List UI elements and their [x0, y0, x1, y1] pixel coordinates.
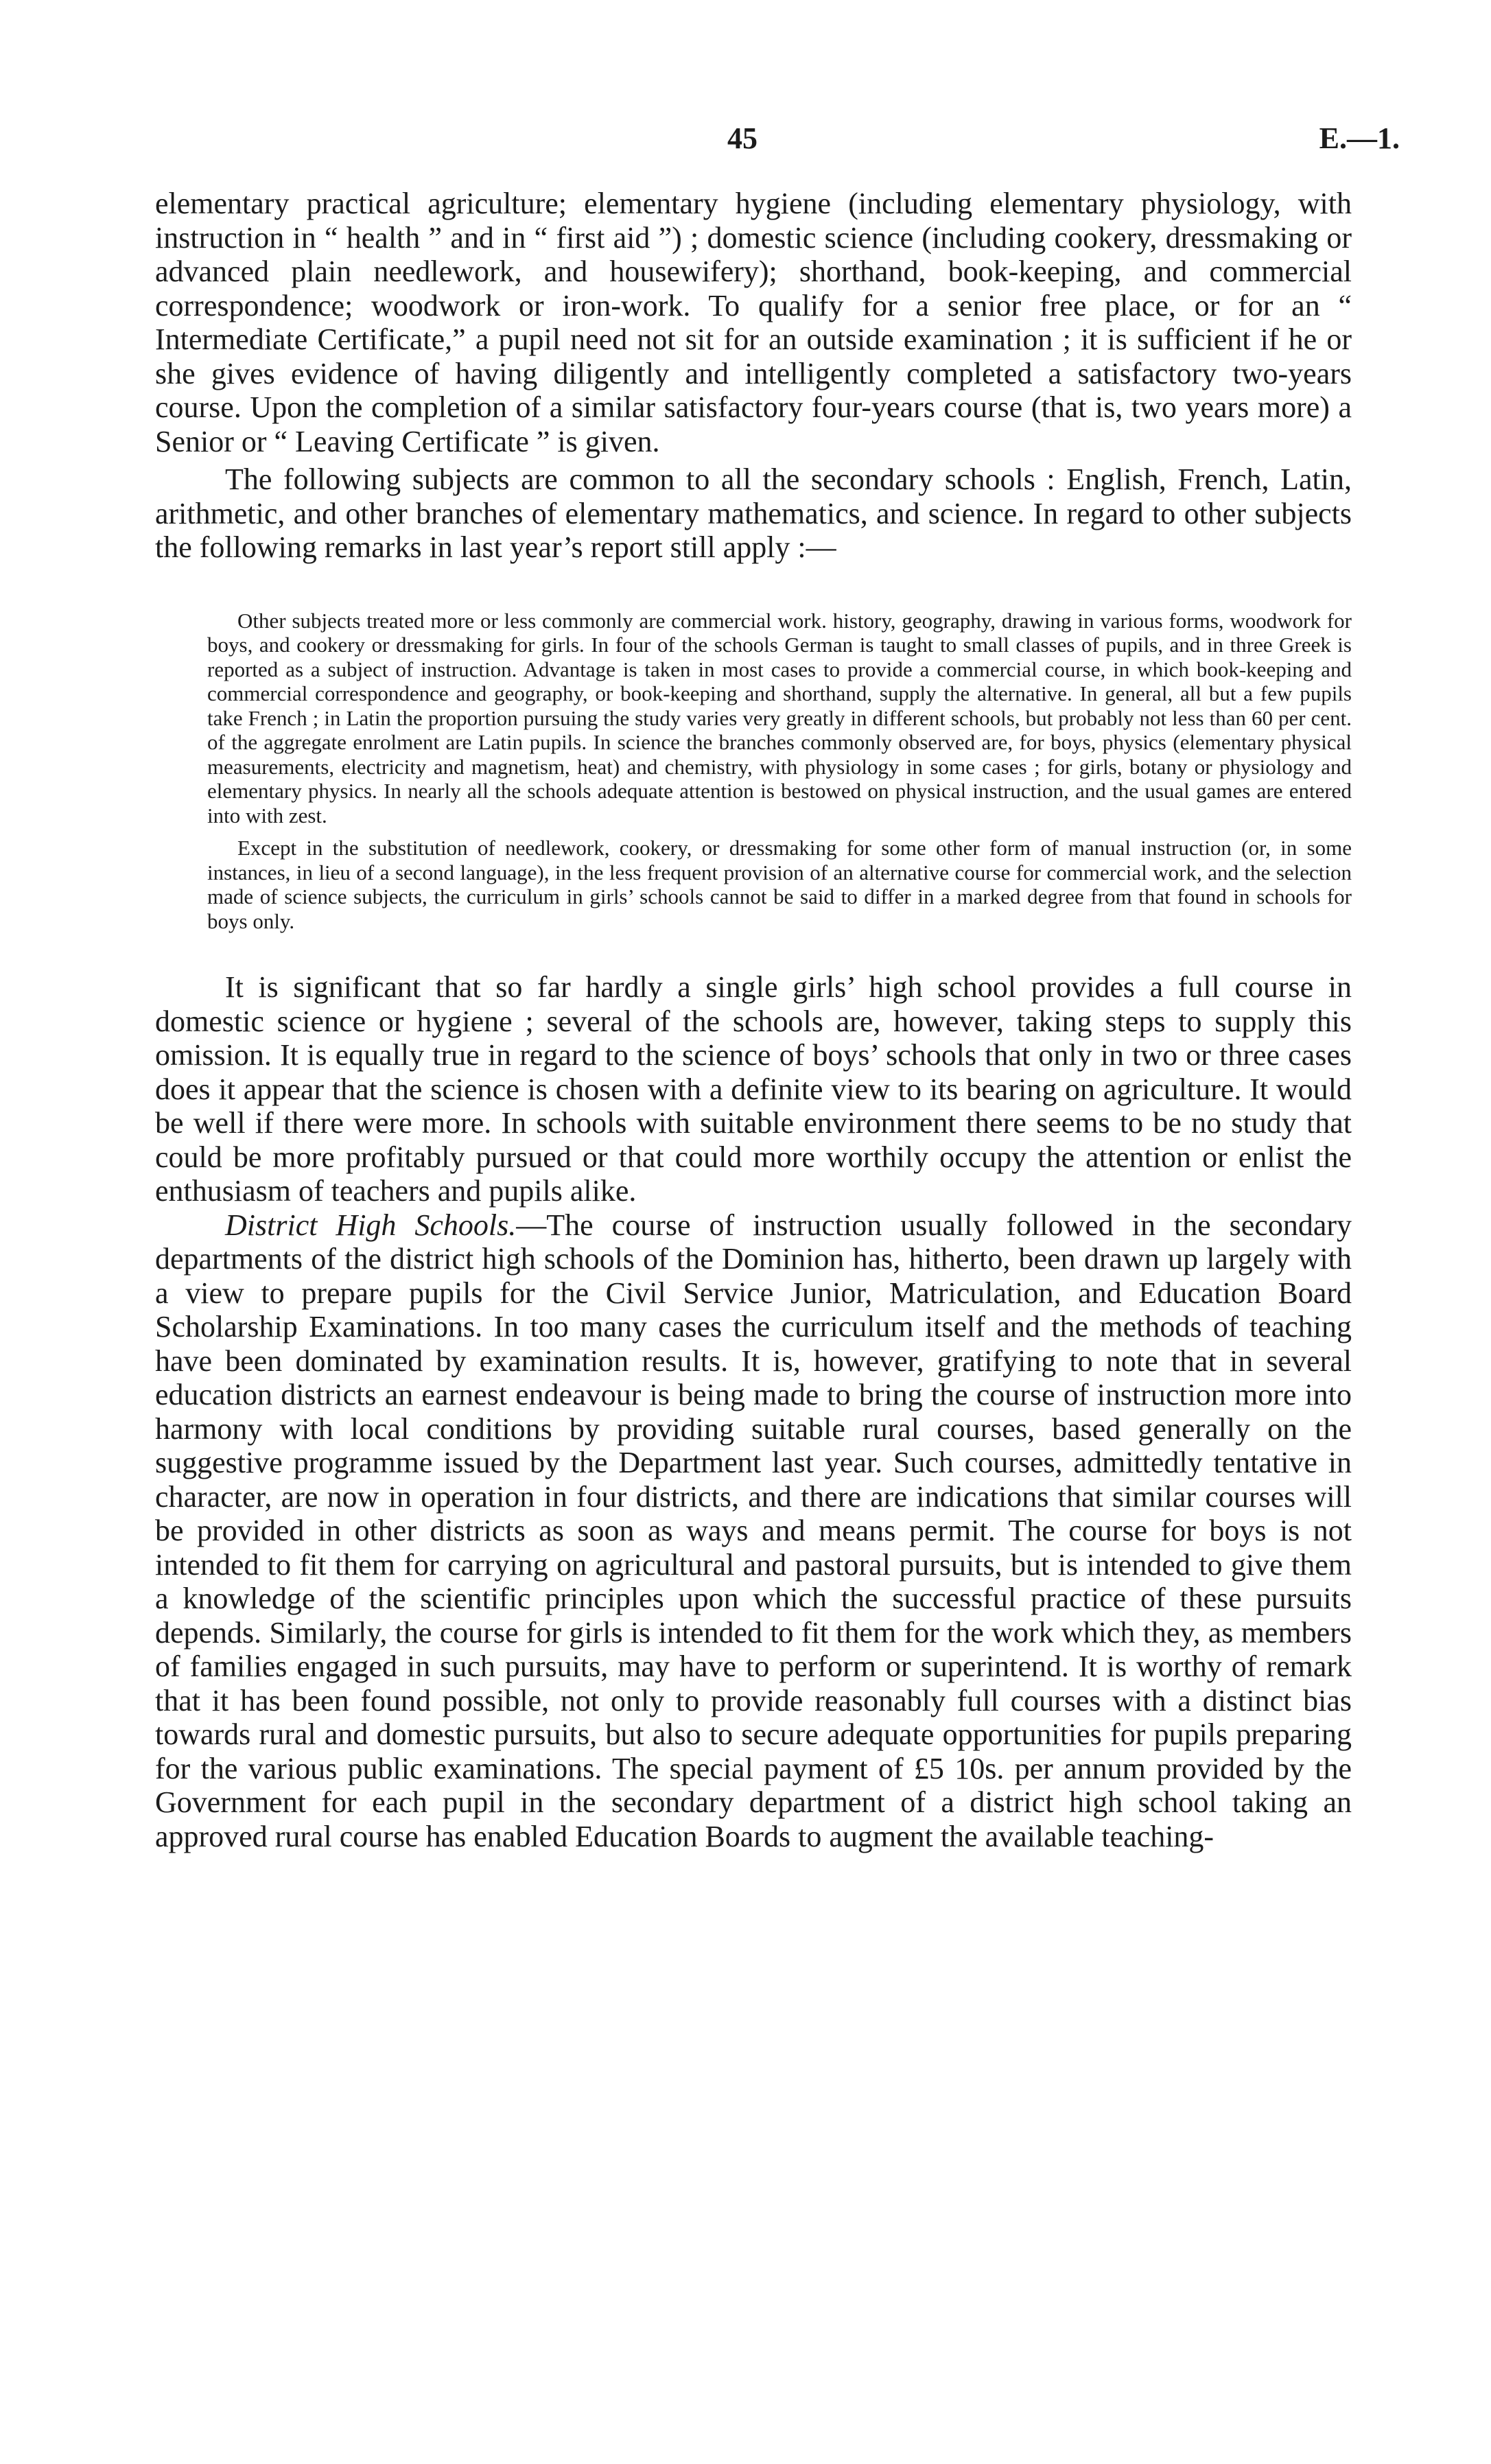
quoted-report-excerpt: [207, 609, 1352, 934]
page-number: 45: [727, 121, 758, 155]
quote-paragraph-girls-schools: Except in the substitution of needlework, cookery, or dressmaking for some other form of manual instruction (or, in some instances, in lieu of a second language), in the less frequent provision of an alternative course for commercial work, and the selection made of science subjects, the curriculum in girls’ schools cannot be said to differ in a marked degree from that found in schools for boys only.: [207, 836, 1352, 933]
series-reference: E.—1.: [1319, 121, 1400, 155]
section-heading-district-high-schools: District High Schools.: [225, 1208, 517, 1242]
page-body: [155, 187, 1352, 1853]
paragraph-domestic-science: It is significant that so far hardly a single girls’ high school provides a full course in domestic science or hygiene ; several of the schools are, however, taking steps to supply this omission. It is equally true in regard to the science of boys’ schools that only in two or three cases does it appear that the science is chosen with a definite view to its bearing on agriculture. It would be well if there were more. In schools with suitable environment there seems to be no study that could be more profitably pursued or that could more worthily occupy the attention or enlist the enthusiasm of teachers and pupils alike.: [155, 970, 1352, 1208]
page-header: [0, 121, 1491, 162]
paragraph-curriculum-options: elementary practical agriculture; elementary hygiene (including elementary physiology, with instruction in “ health ” and in “ first aid ”) ; domestic science (including cookery, dressmaking or advanced plain needlework, and housewifery); shorthand, book-keeping, and commercial correspondence; woodwork or iron-work. To qualify for a senior free place, or for an “ Intermediate Certificate,” a pupil need not sit for an outside examination ; it is sufficient if he or she gives evidence of having diligently and intelligently completed a satisfactory two-years course. Upon the completion of a similar satisfactory four-years course (that is, two years more) a Senior or “ Leaving Certificate ” is given.: [155, 187, 1352, 458]
paragraph-district-high-schools: [155, 1208, 1352, 1854]
district-high-schools-text: —The course of instruction usually followed in the secondary departments of the district high schools of the Dominion has, hitherto, been drawn up largely with a view to prepare pupils for the Civil Service Junior, Matriculation, and Education Board Scholarship Examinations. In too many cases the curriculum itself and the methods of teaching have been dominated by examination results. It is, however, gratifying to note that in several education districts an earnest endeavour is being made to bring the course of instruction more into harmony with local conditions by providing suitable rural courses, based generally on the suggestive programme issued by the Department last year. Such courses, admittedly tentative in character, are now in operation in four districts, and there are indications that similar courses will be provided in other districts as soon as ways and means permit. The course for boys is not intended to fit them for carrying on agricultural and pastoral pursuits, but is intended to give them a knowledge of the scientific principles upon which the successful practice of these pursuits depends. Similarly, the course for girls is intended to fit them for the work which they, as members of families engaged in such pursuits, may have to perform or superintend. It is worthy of remark that it has been found possible, not only to provide reasonably full courses with a distinct bias towards rural and domestic pursuits, but also to secure adequate opportunities for pupils preparing for the various public examinations. The special payment of £5 10s. per annum provided by the Government for each pupil in the secondary department of a district high school taking an approved rural course has enabled Education Boards to augment the available teaching-: [155, 1208, 1352, 1853]
quote-paragraph-subjects: Other subjects treated more or less commonly are commercial work. history, geography, drawing in various forms, woodwork for boys, and cookery or dressmaking for girls. In four of the schools German is taught to small classes of pupils, and in three Greek is reported as a subject of instruction. Advantage is taken in most cases to provide a commercial course, in which book-keeping and commercial correspondence and geography, or book-keeping and shorthand, supply the alternative. In general, all but a few pupils take French ; in Latin the proportion pursuing the study varies very greatly in different schools, but probably not less than 60 per cent. of the aggregate enrolment are Latin pupils. In science the branches commonly observed are, for boys, physics (elementary physical measurements, electricity and magnetism, heat) and chemistry, with physiology in some cases ; for girls, botany or physiology and elementary physics. In nearly all the schools adequate attention is bestowed on physical instruction, and the usual games are entered into with zest.: [207, 608, 1352, 828]
paragraph-common-subjects: The following subjects are common to all the secondary schools : English, French, Latin, arithmetic, and other branches of elementary mathematics, and science. In regard to other subjects the following remarks in last year’s report still apply :—: [155, 462, 1352, 564]
